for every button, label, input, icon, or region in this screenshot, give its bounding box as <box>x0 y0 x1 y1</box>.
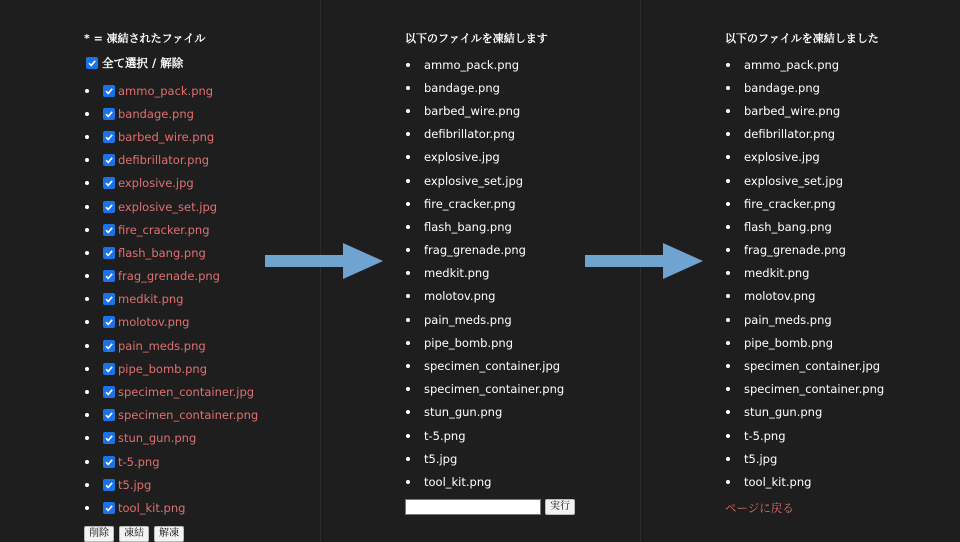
checkbox-checked-icon[interactable] <box>103 409 115 421</box>
list-item <box>84 241 258 264</box>
file-name: bandage.png <box>744 80 820 95</box>
list-item <box>725 215 884 238</box>
file-name: tool_kit.png <box>744 474 812 489</box>
list-item <box>84 311 258 334</box>
file-name: flash_bang.png <box>744 219 832 234</box>
selectable-file-list <box>84 79 258 520</box>
file-name: fire_cracker.png <box>744 196 836 211</box>
execute-row <box>405 499 575 515</box>
list-item <box>725 424 884 447</box>
list-item <box>405 53 564 76</box>
file-name: specimen_container.jpg <box>424 359 561 374</box>
file-name: explosive_set.jpg <box>424 173 524 188</box>
file-link[interactable]: bandage.png <box>118 106 194 121</box>
list-item <box>405 447 564 470</box>
unfreeze-button[interactable]: 解凍 <box>154 526 184 542</box>
file-link[interactable]: defibrillator.png <box>118 153 210 168</box>
checkbox-checked-icon[interactable] <box>103 316 115 328</box>
file-name: molotov.png <box>744 289 816 304</box>
file-link[interactable]: frag_grenade.png <box>118 269 220 284</box>
list-item <box>405 308 564 331</box>
file-name: barbed_wire.png <box>424 103 521 118</box>
list-item <box>725 99 884 122</box>
file-name: frag_grenade.png <box>744 243 846 258</box>
list-item <box>405 354 564 377</box>
file-name: defibrillator.png <box>744 127 836 142</box>
checkbox-checked-icon[interactable] <box>103 456 115 468</box>
confirm-file-list <box>405 53 564 494</box>
file-name: specimen_container.jpg <box>744 359 881 374</box>
file-name: specimen_container.png <box>744 382 885 397</box>
checkbox-checked-icon[interactable] <box>86 57 98 69</box>
file-name: molotov.png <box>424 289 496 304</box>
freeze-button[interactable]: 凍結 <box>119 526 149 542</box>
list-item <box>84 149 258 172</box>
list-item <box>84 357 258 380</box>
file-link[interactable]: tool_kit.png <box>118 500 186 515</box>
file-link[interactable]: ammo_pack.png <box>118 83 214 98</box>
list-item <box>405 123 564 146</box>
select-all-label: 全て選択 / 解除 <box>102 56 184 70</box>
list-item <box>84 125 258 148</box>
file-link[interactable]: specimen_container.jpg <box>118 385 255 400</box>
list-item <box>405 215 564 238</box>
list-item <box>405 424 564 447</box>
list-item <box>725 53 884 76</box>
list-item <box>725 331 884 354</box>
checkbox-checked-icon[interactable] <box>103 177 115 189</box>
file-name: t-5.png <box>424 428 466 443</box>
list-item <box>405 470 564 493</box>
list-item <box>725 123 884 146</box>
checkbox-checked-icon[interactable] <box>103 131 115 143</box>
list-item <box>405 146 564 169</box>
confirm-heading: 以下のファイルを凍結します <box>405 32 548 45</box>
list-item <box>725 146 884 169</box>
execute-button[interactable]: 実行 <box>545 499 575 515</box>
file-name: pain_meds.png <box>424 312 512 327</box>
file-link[interactable]: specimen_container.png <box>118 408 259 423</box>
list-item <box>725 169 884 192</box>
list-item <box>725 239 884 262</box>
file-link[interactable]: flash_bang.png <box>118 245 206 260</box>
checkbox-checked-icon[interactable] <box>103 270 115 282</box>
delete-button[interactable]: 削除 <box>84 526 114 542</box>
list-item <box>84 79 258 102</box>
file-link[interactable]: explosive.jpg <box>118 176 194 191</box>
file-name: explosive.jpg <box>744 150 820 165</box>
checkbox-checked-icon[interactable] <box>103 502 115 514</box>
file-name: stun_gun.png <box>424 405 503 420</box>
checkbox-checked-icon[interactable] <box>103 340 115 352</box>
list-item <box>725 401 884 424</box>
list-item <box>84 380 258 403</box>
checkbox-checked-icon[interactable] <box>103 386 115 398</box>
list-item <box>405 401 564 424</box>
list-item <box>725 447 884 470</box>
list-item <box>405 169 564 192</box>
file-name: defibrillator.png <box>424 127 516 142</box>
file-link[interactable]: stun_gun.png <box>118 431 197 446</box>
list-item <box>725 262 884 285</box>
file-link[interactable]: barbed_wire.png <box>118 129 215 144</box>
checkbox-checked-icon[interactable] <box>103 363 115 375</box>
list-item <box>84 496 258 519</box>
checkbox-checked-icon[interactable] <box>103 108 115 120</box>
file-name: stun_gun.png <box>744 405 823 420</box>
checkbox-checked-icon[interactable] <box>103 201 115 213</box>
list-item <box>84 288 258 311</box>
list-item <box>725 378 884 401</box>
file-name: barbed_wire.png <box>744 103 841 118</box>
list-item <box>84 195 258 218</box>
list-item <box>84 334 258 357</box>
frozen-file-list <box>725 53 884 494</box>
list-item <box>84 427 258 450</box>
file-name: t5.jpg <box>424 451 458 466</box>
checkbox-checked-icon[interactable] <box>103 154 115 166</box>
list-item <box>405 285 564 308</box>
file-name: fire_cracker.png <box>424 196 516 211</box>
back-to-page-link[interactable]: ページに戻る <box>725 501 794 515</box>
checkbox-checked-icon[interactable] <box>103 224 115 236</box>
file-name: frag_grenade.png <box>424 243 526 258</box>
file-link[interactable]: fire_cracker.png <box>118 222 210 237</box>
list-item <box>405 331 564 354</box>
list-item <box>725 285 884 308</box>
result-heading: 以下のファイルを凍結しました <box>725 32 879 45</box>
file-link[interactable]: t-5.png <box>118 454 160 469</box>
list-item <box>725 76 884 99</box>
checkbox-checked-icon[interactable] <box>103 293 115 305</box>
file-link[interactable]: pipe_bomb.png <box>118 361 208 376</box>
list-item <box>405 76 564 99</box>
action-button-row <box>84 526 184 542</box>
file-name: bandage.png <box>424 80 500 95</box>
file-link[interactable]: molotov.png <box>118 315 190 330</box>
file-name: tool_kit.png <box>424 474 492 489</box>
file-link[interactable]: t5.jpg <box>118 477 152 492</box>
file-name: pipe_bomb.png <box>424 335 514 350</box>
list-item <box>84 218 258 241</box>
list-item <box>405 99 564 122</box>
list-item <box>84 473 258 496</box>
file-link[interactable]: medkit.png <box>118 292 184 307</box>
checkbox-checked-icon[interactable] <box>103 85 115 97</box>
checkbox-checked-icon[interactable] <box>103 432 115 444</box>
list-item <box>405 192 564 215</box>
file-name: pipe_bomb.png <box>744 335 834 350</box>
file-name: explosive_set.jpg <box>744 173 844 188</box>
list-item <box>725 470 884 493</box>
select-all-toggle[interactable] <box>86 55 183 71</box>
list-item <box>84 172 258 195</box>
file-name: t-5.png <box>744 428 786 443</box>
file-name: ammo_pack.png <box>424 57 520 72</box>
file-link[interactable]: pain_meds.png <box>118 338 206 353</box>
file-name: explosive.jpg <box>424 150 500 165</box>
list-item <box>84 265 258 288</box>
file-name: medkit.png <box>744 266 810 281</box>
list-item <box>84 450 258 473</box>
right-arrow-icon <box>265 241 385 281</box>
right-arrow-icon <box>585 241 705 281</box>
list-item <box>725 192 884 215</box>
frozen-files-heading: * = 凍結されたファイル <box>84 32 206 45</box>
file-name: pain_meds.png <box>744 312 832 327</box>
file-name: specimen_container.png <box>424 382 565 397</box>
file-link[interactable]: explosive_set.jpg <box>118 199 218 214</box>
file-name: ammo_pack.png <box>744 57 840 72</box>
confirm-text-input[interactable] <box>405 499 541 515</box>
list-item <box>725 354 884 377</box>
list-item <box>405 378 564 401</box>
list-item <box>84 102 258 125</box>
file-name: flash_bang.png <box>424 219 512 234</box>
list-item <box>405 239 564 262</box>
file-name: medkit.png <box>424 266 490 281</box>
list-item <box>84 404 258 427</box>
checkbox-checked-icon[interactable] <box>103 247 115 259</box>
list-item <box>725 308 884 331</box>
list-item <box>405 262 564 285</box>
file-name: t5.jpg <box>744 451 778 466</box>
checkbox-checked-icon[interactable] <box>103 479 115 491</box>
